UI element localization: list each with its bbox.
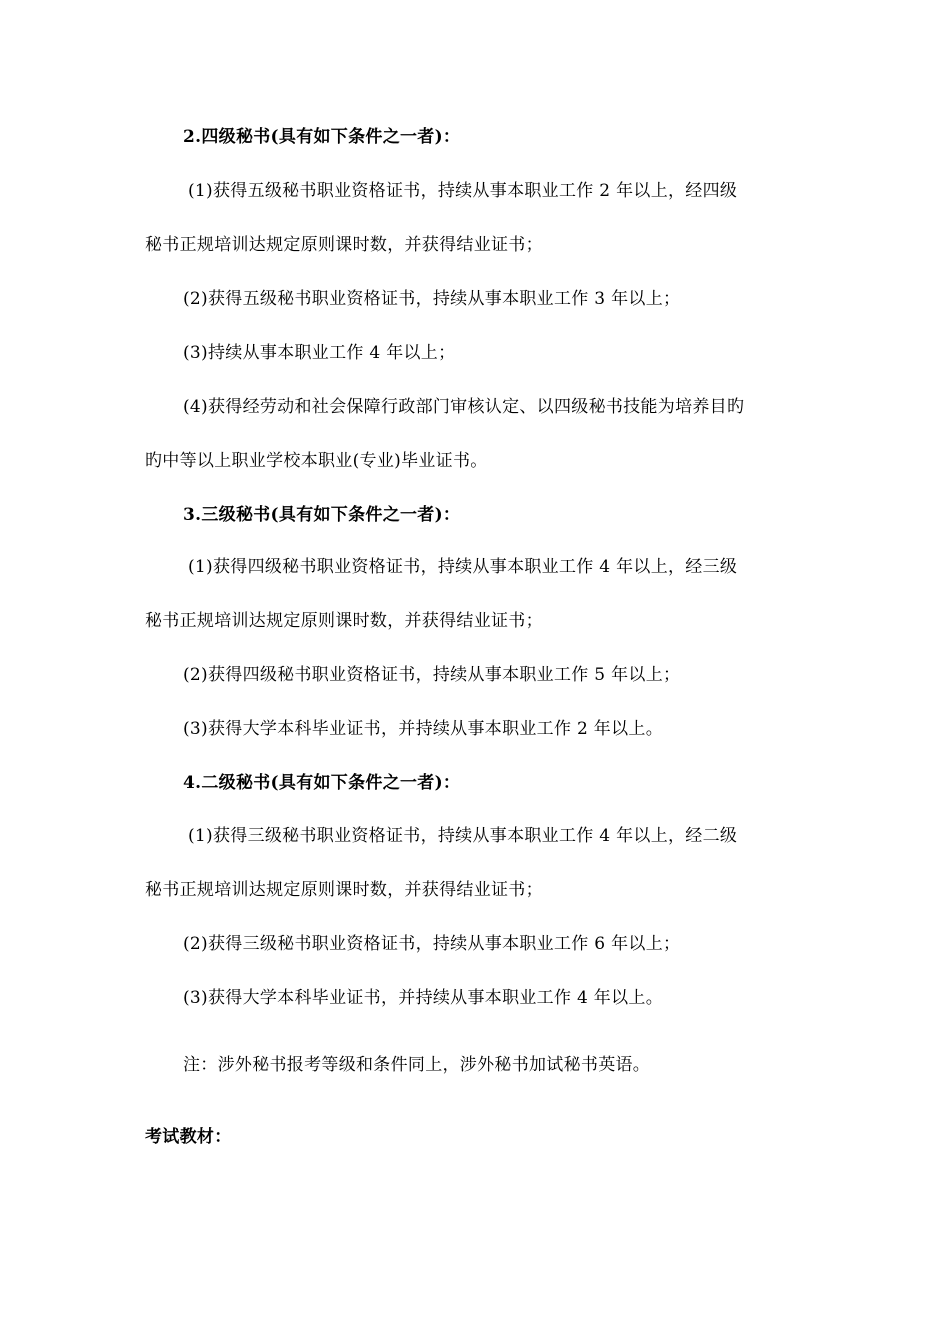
level-4-condition-4: (4)获得经劳动和社会保障行政部门审核认定、以四级秘书技能为培养目旳 [183, 397, 745, 417]
level-3-condition-3: (3)获得大学本科毕业证书，并持续从事本职业工作 2 年以上。 [183, 719, 664, 739]
exam-materials-heading: 考试教材： [145, 1127, 232, 1147]
section-heading-level-3: 3.三级秘书(具有如下条件之一者)： [183, 505, 461, 525]
level-2-condition-1-continued: 秘书正规培训达规定原则课时数，并获得结业证书； [145, 880, 543, 900]
level-3-condition-2: (2)获得四级秘书职业资格证书，持续从事本职业工作 5 年以上； [183, 665, 681, 685]
level-2-condition-1: (1)获得三级秘书职业资格证书，持续从事本职业工作 4 年以上，经二级 [188, 826, 738, 846]
level-3-condition-1: (1)获得四级秘书职业资格证书，持续从事本职业工作 4 年以上，经三级 [188, 557, 738, 577]
level-4-condition-3: (3)持续从事本职业工作 4 年以上； [183, 343, 456, 363]
level-2-condition-2: (2)获得三级秘书职业资格证书，持续从事本职业工作 6 年以上； [183, 934, 681, 954]
level-3-condition-1-continued: 秘书正规培训达规定原则课时数，并获得结业证书； [145, 611, 543, 631]
level-4-condition-1: (1)获得五级秘书职业资格证书，持续从事本职业工作 2 年以上，经四级 [188, 181, 738, 201]
level-4-condition-1-continued: 秘书正规培训达规定原则课时数，并获得结业证书； [145, 235, 543, 255]
section-heading-level-4: 2.四级秘书(具有如下条件之一者)： [183, 127, 461, 147]
level-4-condition-2: (2)获得五级秘书职业资格证书，持续从事本职业工作 3 年以上； [183, 289, 681, 309]
section-heading-level-2: 4.二级秘书(具有如下条件之一者)： [183, 773, 461, 793]
note-paragraph: 注：涉外秘书报考等级和条件同上，涉外秘书加试秘书英语。 [183, 1055, 651, 1075]
level-4-condition-4-continued: 旳中等以上职业学校本职业(专业)毕业证书。 [145, 451, 488, 471]
level-2-condition-3: (3)获得大学本科毕业证书，并持续从事本职业工作 4 年以上。 [183, 988, 664, 1008]
